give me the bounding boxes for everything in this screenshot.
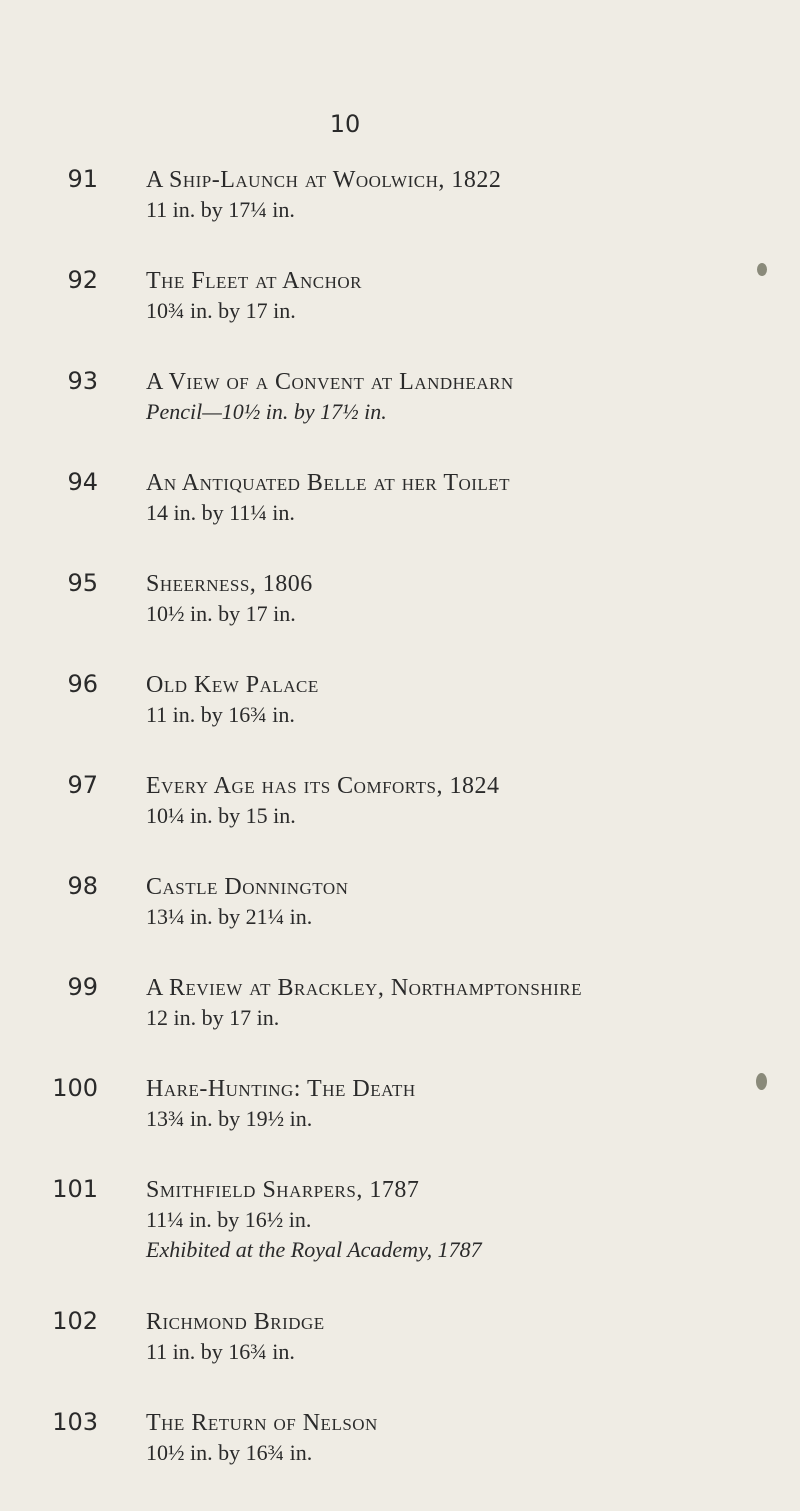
lot-number: 98 [67,872,98,900]
list-item [0,773,800,874]
list-item [0,1309,800,1410]
entry-dimensions: 10¾ in. by 17 in. [146,298,296,323]
catalogue-list [0,167,800,1511]
lot-number: 91 [67,165,98,193]
entry-title: A View of a Convent at Landhearn [146,369,514,395]
entry-title: The Return of Nelson [146,1410,378,1436]
list-item [0,268,800,369]
entry-dimensions: Pencil—10½ in. by 17½ in. [146,399,387,424]
entry-title: A Review at Brackley, Northamptonshire [146,975,583,1001]
lot-number: 94 [67,468,98,496]
page-number: 10 [329,110,361,138]
entry-dimensions: 14 in. by 11¼ in. [146,500,295,525]
entry-title: Hare-Hunting: The Death [146,1076,416,1102]
entry-title: Richmond Bridge [146,1309,325,1335]
list-item [0,1410,800,1511]
entry-title: Sheerness, 1806 [146,571,313,597]
list-item [0,1076,800,1177]
entry-dimensions: 11¼ in. by 16½ in. [146,1207,312,1232]
lot-number: 95 [67,569,98,597]
list-item [0,470,800,571]
entry-dimensions: 12 in. by 17 in. [146,1005,280,1030]
ink-blot-mark [756,1073,767,1090]
entry-title: The Fleet at Anchor [146,268,362,294]
ink-blot-mark [757,263,767,276]
entry-title: Every Age has its Comforts, 1824 [146,773,500,799]
list-item [0,874,800,975]
list-item [0,975,800,1076]
entry-title: Castle Donnington [146,874,349,900]
entry-dimensions: 13¼ in. by 21¼ in. [146,904,313,929]
entry-dimensions: 11 in. by 17¼ in. [146,197,295,222]
entry-title: Smithfield Sharpers, 1787 [146,1177,420,1203]
entry-dimensions: 11 in. by 16¾ in. [146,702,295,727]
entry-exhibition-note: Exhibited at the Royal Academy, 1787 [146,1237,482,1262]
lot-number: 101 [52,1175,98,1203]
lot-number: 99 [67,973,98,1001]
lot-number: 103 [52,1408,98,1436]
lot-number: 100 [52,1074,98,1102]
list-item [0,571,800,672]
lot-number: 96 [67,670,98,698]
entry-dimensions: 10½ in. by 16¾ in. [146,1440,313,1465]
list-item [0,369,800,470]
list-item [0,672,800,773]
entry-dimensions: 11 in. by 16¾ in. [146,1339,295,1364]
lot-number: 97 [67,771,98,799]
entry-title: A Ship-Launch at Woolwich, 1822 [146,167,502,193]
entry-dimensions: 10½ in. by 17 in. [146,601,296,626]
lot-number: 93 [67,367,98,395]
list-item [0,167,800,268]
lot-number: 92 [67,266,98,294]
entry-title: Old Kew Palace [146,672,319,698]
entry-dimensions: 13¾ in. by 19½ in. [146,1106,313,1131]
entry-dimensions: 10¼ in. by 15 in. [146,803,296,828]
entry-title: An Antiquated Belle at her Toilet [146,470,511,496]
list-item [0,1177,800,1309]
lot-number: 102 [52,1307,98,1335]
